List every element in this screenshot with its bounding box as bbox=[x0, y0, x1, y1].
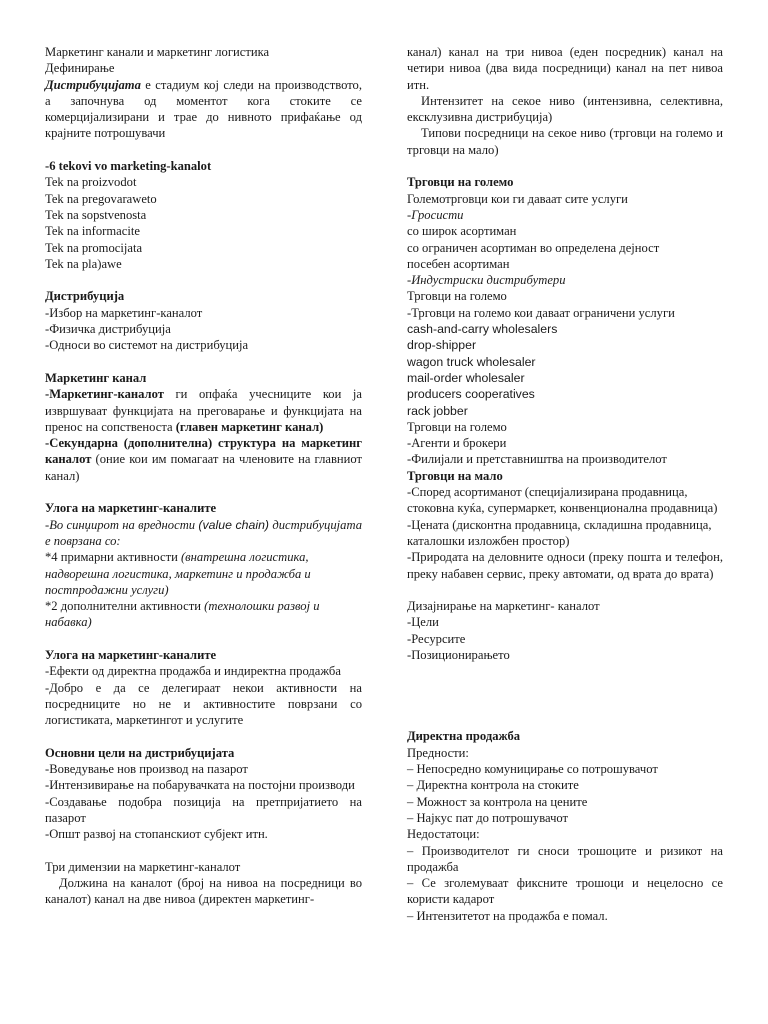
list-item: -Односи во системот на дистрибуција bbox=[45, 338, 249, 353]
celi-item: -Создавање подобра позиција на претпријатието на пазарот bbox=[45, 794, 362, 825]
list-item: producers cooperatives bbox=[407, 387, 535, 402]
dimenzii-text: Типови посредници на секое ниво (трговци на големо и трговци на мало) bbox=[407, 126, 723, 157]
malo-item: -Природата на деловните односи (преку пошта и телефон, преку набавен сервис, преку автомати, од врата до врата) bbox=[407, 550, 723, 581]
uloga-paragraph-2 bbox=[45, 549, 362, 598]
list-item: Tek na informacite bbox=[45, 224, 140, 239]
uloga-paragraph-3 bbox=[45, 598, 362, 631]
dimenzii-item bbox=[407, 93, 723, 126]
celi-item: -Интензивирање на побарувачката на постојни производи bbox=[45, 778, 355, 793]
list-item: – Интензитетот на продажба е помал. bbox=[407, 908, 608, 923]
dimenzii-continuation: канал) канал на три нивоа (еден посредник) канал на четири нивоа (два вида посредници) канал на пет нивоа итн. bbox=[407, 45, 723, 92]
list-item: -Гросисти bbox=[407, 207, 464, 222]
advantages-label: Предности: bbox=[407, 745, 469, 760]
kanal-term: -Маркетинг-каналот bbox=[45, 387, 164, 402]
list-item: – Се зголемуваат фиксните трошоци и нецелосно се користи кадарот bbox=[407, 876, 723, 907]
list-item: -Филијали и претставништва на производителот bbox=[407, 452, 667, 467]
uloga2-paragraph-2: -Добро е да се делегираат некои активности на посредниците но не и активностите поврзани со логистиката, маркетингот и услугите bbox=[45, 680, 362, 728]
uloga-text: -Во синџирот на вредности bbox=[45, 517, 199, 532]
definition-paragraph bbox=[45, 77, 362, 142]
list-item: Tek na promocijata bbox=[45, 240, 143, 255]
primary-activities-list: (внатрешна логистика, надворешна логистика, маркетинг и продажба и постпродажни услуги) bbox=[45, 550, 311, 597]
list-item: cash-and-carry wholesalers bbox=[407, 322, 558, 337]
list-item: Tek na pla)awe bbox=[45, 256, 122, 271]
list-item: Големотрговци кои ги даваат сите услуги bbox=[407, 191, 628, 206]
list-item: со ограничен асортиман во определена дејност bbox=[407, 240, 660, 255]
right-column bbox=[407, 44, 723, 924]
malo-heading: Трговци на мало bbox=[407, 468, 503, 483]
list-item: со широк асортиман bbox=[407, 224, 517, 239]
list-item: – Непосредно комуницирање со потрошувачот bbox=[407, 762, 658, 777]
tekovi-heading: -6 tekovi vo marketing-kanalot bbox=[45, 159, 212, 174]
list-item: посебен асортиман bbox=[407, 256, 510, 271]
kanal-secondary-text: (оние кои им помагаат на членовите на главниот канал) bbox=[45, 452, 362, 483]
list-item: -Индустриски дистрибутери bbox=[407, 273, 566, 288]
list-item: -Трговци на големо кои даваат ограничени услуги bbox=[407, 305, 675, 320]
value-chain-term: (value chain) bbox=[198, 517, 270, 532]
list-item: -Агенти и брокери bbox=[407, 436, 507, 451]
list-item: Трговци на големо bbox=[407, 289, 507, 304]
list-item: Tek na pregovaraweto bbox=[45, 191, 157, 206]
kanal-term-main: (главен маркетинг канал) bbox=[175, 419, 324, 434]
list-item: – Можност за контрола на цените bbox=[407, 794, 588, 809]
list-item: – Најкус пат до потрошувачот bbox=[407, 810, 569, 825]
definition-text: е стадиум кој следи на производството, а започнува од моментот кога стоките се комерцијализирани и трае до нивното прифаќање од крајните потрошувачи bbox=[45, 77, 362, 141]
list-item: rack jobber bbox=[407, 403, 468, 418]
kanal-heading: Маркетинг канал bbox=[45, 370, 147, 385]
support-activities-list: (технолошки развој и набавка) bbox=[45, 599, 320, 630]
dimenzii-text: Интензитет на секое ниво (интензивна, селективна, ексклузивна дистрибуција) bbox=[407, 93, 723, 125]
celi-item: -Воведување нов производ на пазарот bbox=[45, 762, 248, 777]
kanal-paragraph-2 bbox=[45, 435, 362, 484]
list-item: -Физичка дистрибуција bbox=[45, 322, 171, 337]
celi-item: -Општ развој на стопанскиот субјект итн. bbox=[45, 827, 268, 842]
dimenzii-item bbox=[45, 875, 362, 908]
uloga2-paragraph-1: -Ефекти од директна продажба и индиректна продажба bbox=[45, 664, 341, 679]
dimenzii-heading: Три димензии на маркетинг-каналот bbox=[45, 859, 241, 874]
list-item: -Позиционирањето bbox=[407, 647, 510, 662]
list-item: mail-order wholesaler bbox=[407, 370, 525, 385]
support-activities-label: *2 дополнителни активности bbox=[45, 599, 205, 614]
subtitle-definition: Дефинирање bbox=[45, 61, 115, 76]
uloga-heading-2: Улога на маркетинг-каналите bbox=[45, 647, 217, 662]
celi-heading: Основни цели на дистрибуцијата bbox=[45, 745, 235, 760]
direktna-heading: Директна продажба bbox=[407, 729, 521, 744]
golemo-heading: Трговци на големо bbox=[407, 175, 514, 190]
definition-term: Дистрибуцијата bbox=[45, 77, 141, 92]
dimenzii-text: Должина на каналот (број на нивоа на посредници во каналот) канал на две нивоа (директен маркетинг- bbox=[45, 876, 362, 907]
dizajn-heading: Дизајнирање на маркетинг- каналот bbox=[407, 599, 600, 614]
kanal-paragraph-1 bbox=[45, 386, 362, 435]
disadvantages-label: Недостатоци: bbox=[407, 827, 480, 842]
uloga-paragraph-1 bbox=[45, 517, 362, 550]
list-item: wagon truck wholesaler bbox=[407, 354, 536, 369]
dimenzii-item bbox=[407, 125, 723, 158]
left-column bbox=[45, 44, 362, 908]
list-item: -Избор на маркетинг-каналот bbox=[45, 305, 203, 320]
list-item: drop-shipper bbox=[407, 338, 477, 353]
distribucija-heading: Дистрибуција bbox=[45, 289, 125, 304]
uloga-text: дистрибуцијата е поврзана со: bbox=[45, 517, 362, 548]
list-item: – Производителот ги сноси трошоците и ризикот на продажба bbox=[407, 843, 723, 874]
kanal-text: ги опфаќа учесниците кои ја извршуваат функцијата на преговарање и функцијата на пренос на сопственоста bbox=[45, 387, 362, 434]
list-item: -Цели bbox=[407, 615, 439, 630]
document-title: Маркетинг канали и маркетинг логистика bbox=[45, 45, 270, 59]
uloga-heading-1: Улога на маркетинг-каналите bbox=[45, 501, 217, 516]
list-item: Трговци на големо bbox=[407, 419, 507, 434]
list-item: – Директна контрола на стоките bbox=[407, 778, 579, 793]
malo-item: -Цената (дисконтна продавница, складишна продавница, каталошки изложбен простор) bbox=[407, 517, 712, 548]
list-item: Tek na sopstvenosta bbox=[45, 207, 147, 222]
primary-activities-label: *4 примарни активности bbox=[45, 550, 181, 565]
kanal-secondary-term: -Секундарна (дополнителна) структура на маркетинг каналот bbox=[45, 436, 362, 467]
list-item: Tek na proizvodot bbox=[45, 175, 137, 190]
list-item: -Ресурсите bbox=[407, 631, 466, 646]
malo-item: -Според асортиманот (специјализирана продавница, стоковна куќа, супермаркет, конвенционална продавница) bbox=[407, 485, 718, 516]
